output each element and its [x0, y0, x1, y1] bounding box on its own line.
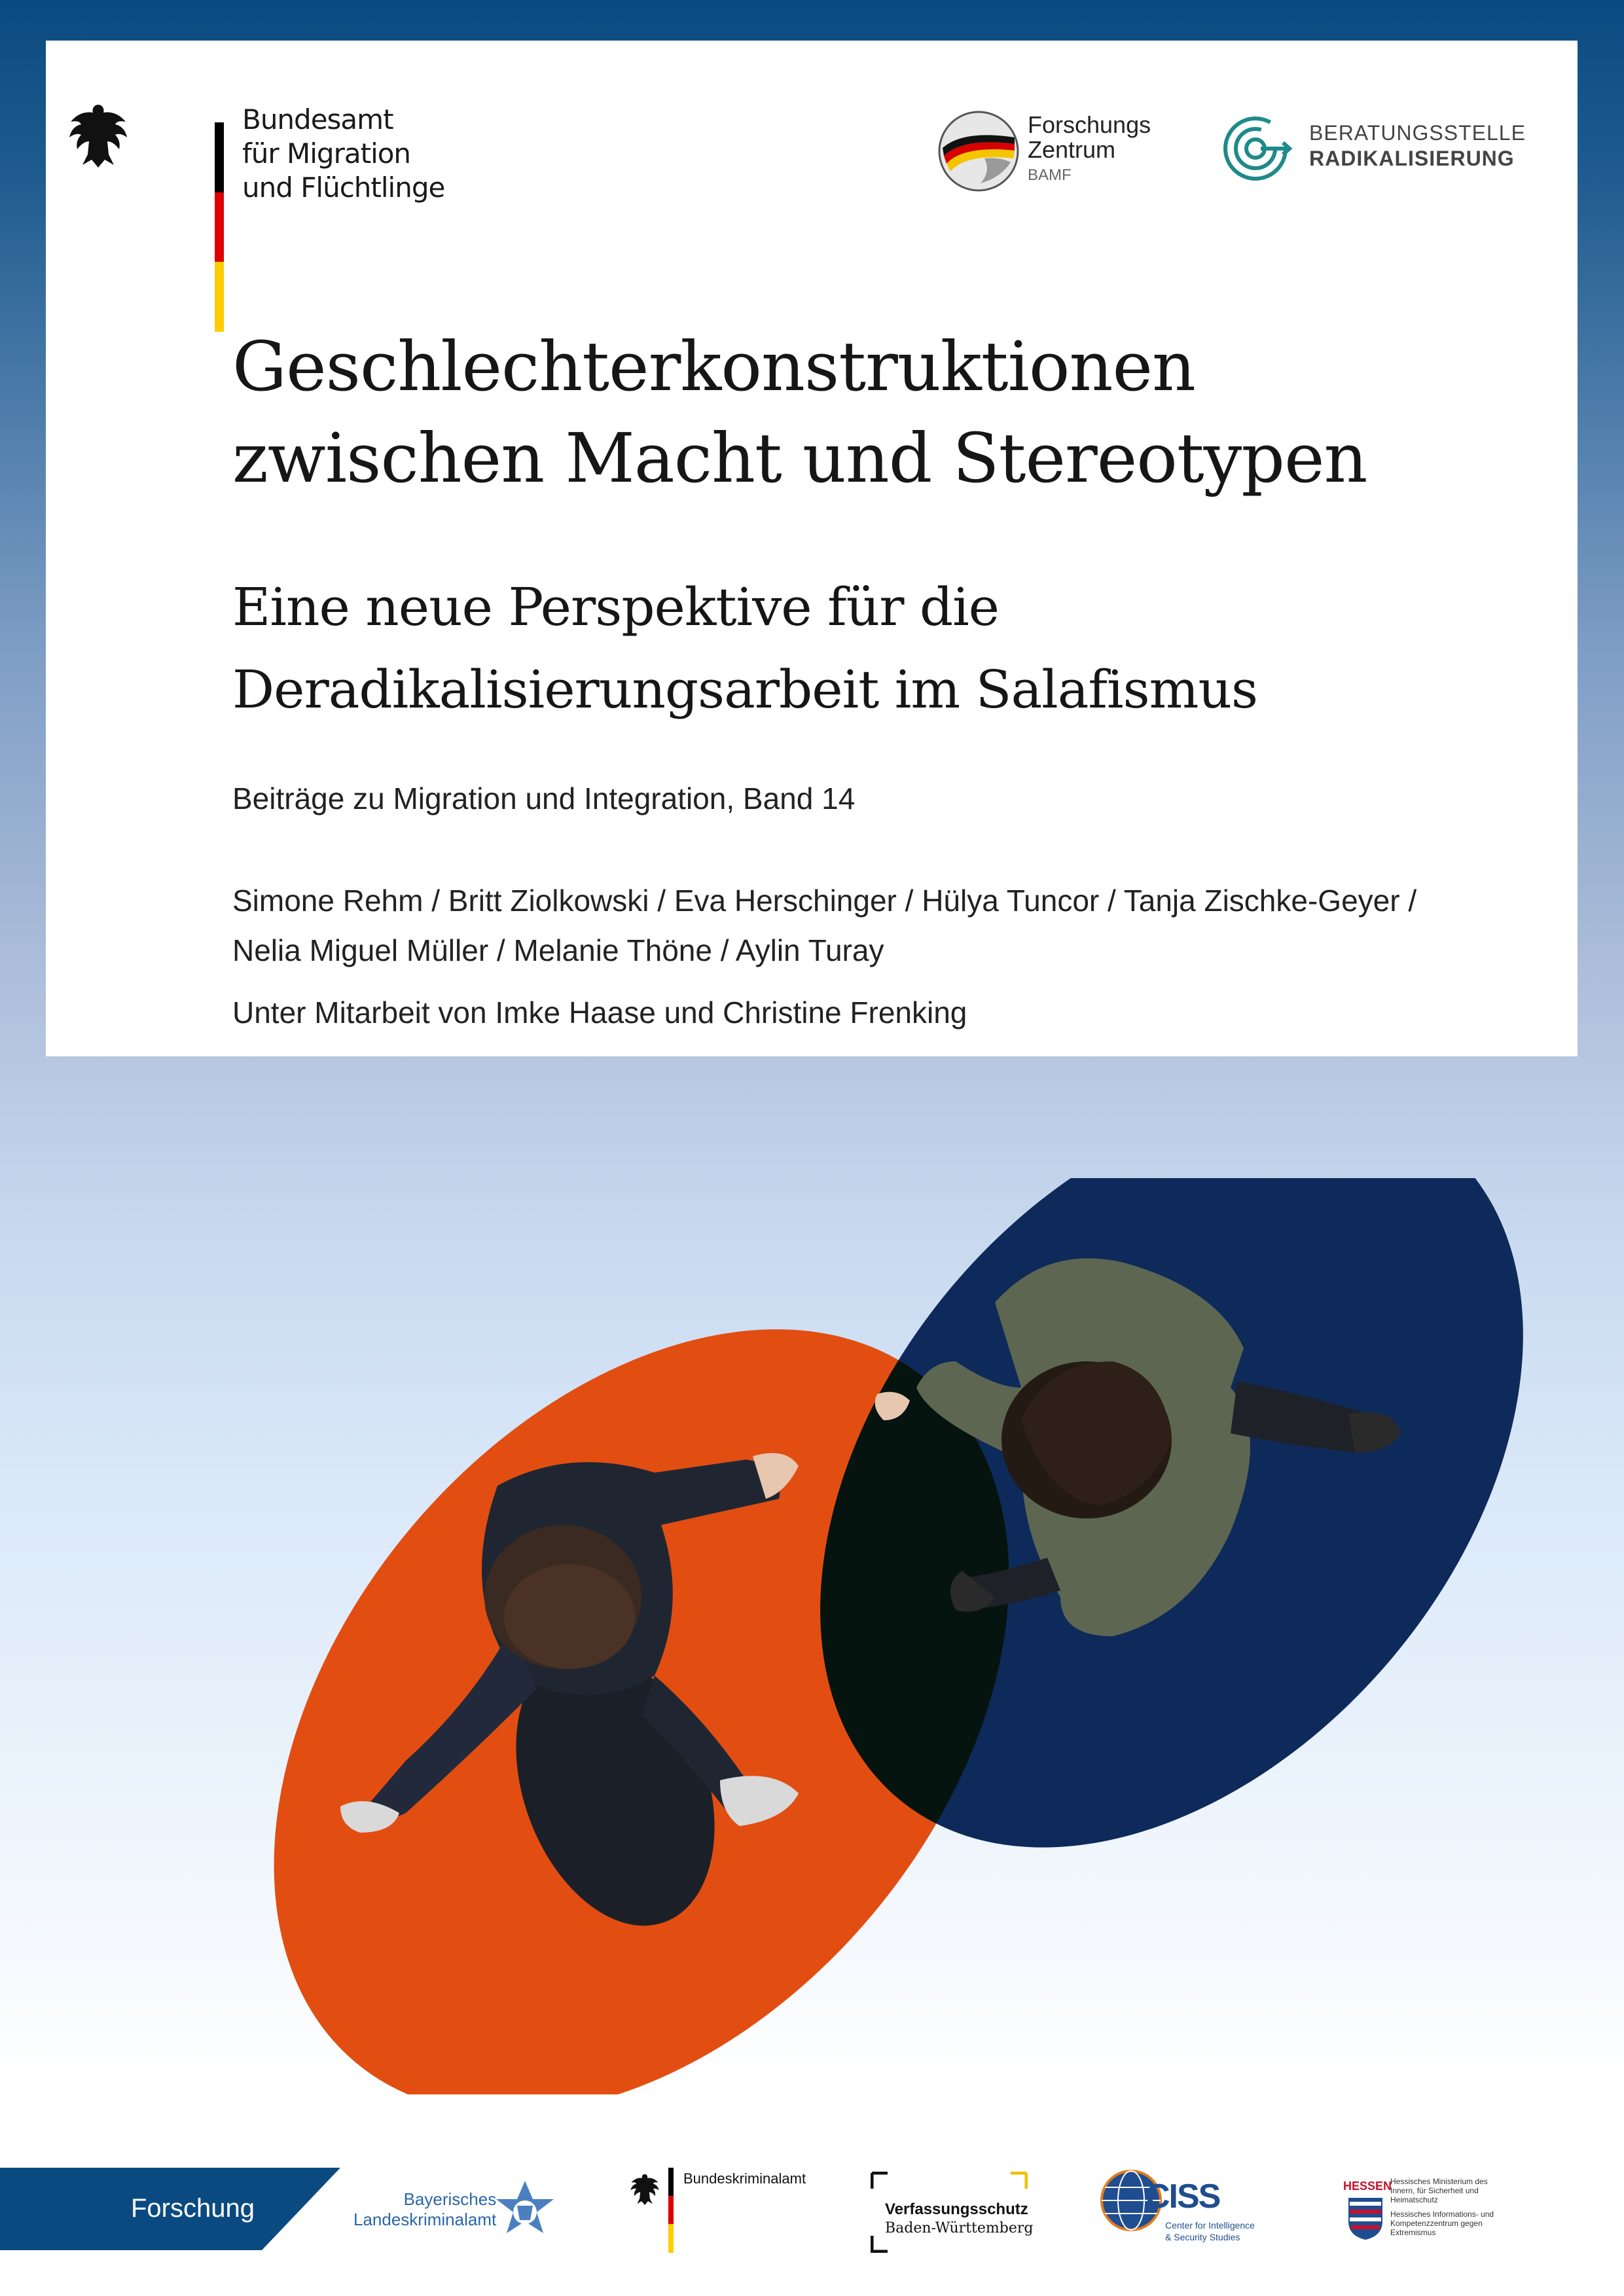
federal-eagle-icon: [65, 99, 131, 171]
bamf-wordmark: [242, 103, 444, 205]
two-people-overlapping-circles: [0, 1178, 1624, 2094]
authors-line-1: Simone Rehm / Britt Ziolkowski / Eva Herschinger / Hülya Tuncor / Tanja Zischke-Geyer /: [232, 884, 1417, 918]
title-line-1: Geschlechterkonstruktionen: [232, 327, 1195, 406]
contributors: Unter Mitarbeit von Imke Haase und Christine Frenking: [232, 996, 967, 1030]
hessen-line-1: Hessisches Ministerium des: [1390, 2177, 1488, 2186]
bka-flag-bar: [668, 2168, 674, 2253]
ciss-wordmark: CISS: [1146, 2178, 1220, 2215]
hessen-line-3: Heimatschutz: [1390, 2195, 1438, 2204]
police-star-icon: [492, 2179, 558, 2245]
spiral-arrow-icon: [1221, 113, 1293, 185]
subtitle-line-2: Deradikalisierungsarbeit im Salafismus: [232, 659, 1258, 720]
bka-eagle-icon: [628, 2172, 661, 2207]
forschung-label: Forschung: [131, 2194, 255, 2223]
series-label: Beiträge zu Migration und Integration, Band 14: [232, 781, 856, 816]
hessen-line-4: Hessisches Informations- und: [1390, 2210, 1494, 2219]
cover-subtitle: [232, 566, 1257, 731]
author-list: [232, 876, 1416, 975]
cover-title: [232, 321, 1367, 504]
bamf-line-1: Bundesamt: [242, 103, 393, 135]
fz-line-1: Forschungs: [1028, 111, 1151, 138]
hessen-line-6: Extremismus: [1390, 2228, 1436, 2237]
beratungsstelle-line-1: BERATUNGSSTELLE: [1309, 121, 1526, 145]
bamf-line-3: und Flüchtlinge: [242, 171, 445, 204]
bka-label: Bundeskriminalamt: [683, 2170, 806, 2187]
hessen-line-5: Kompetenzzentrum gegen: [1390, 2219, 1483, 2228]
title-line-2: zwischen Macht und Stereotypen: [232, 418, 1367, 498]
bayern-line-1: Bayerisches: [403, 2189, 497, 2209]
german-flag-bar: [215, 122, 224, 332]
hessen-label: HESSEN: [1343, 2179, 1392, 2193]
bamf-line-2: für Migration: [242, 137, 411, 170]
subtitle-line-1: Eine neue Perspektive für die: [232, 577, 999, 637]
hessen-ministry-text: [1390, 2177, 1494, 2237]
bayern-lka-logo: [353, 2189, 496, 2230]
globe-flag-icon: [937, 110, 1020, 192]
hessen-lion-crest-icon: [1346, 2195, 1385, 2241]
fz-line-3: BAMF: [1028, 166, 1072, 184]
beratungsstelle-line-2: RADIKALISIERUNG: [1309, 147, 1515, 170]
verfassungsschutz-line-2: Baden-Württemberg: [885, 2220, 1034, 2236]
fz-line-2: Zentrum: [1028, 136, 1116, 163]
ciss-line-2: & Security Studies: [1165, 2232, 1240, 2242]
bayern-line-2: Landeskriminalamt: [353, 2210, 497, 2229]
ciss-line-1: Center for Intelligence: [1165, 2220, 1255, 2231]
hessen-line-2: Innern, für Sicherheit und: [1390, 2186, 1479, 2195]
verfassungsschutz-line-1: Verfassungsschutz: [885, 2200, 1028, 2218]
authors-line-2: Nelia Miguel Müller / Melanie Thöne / Aylin Turay: [232, 933, 884, 967]
bamf-logo: [65, 60, 445, 276]
